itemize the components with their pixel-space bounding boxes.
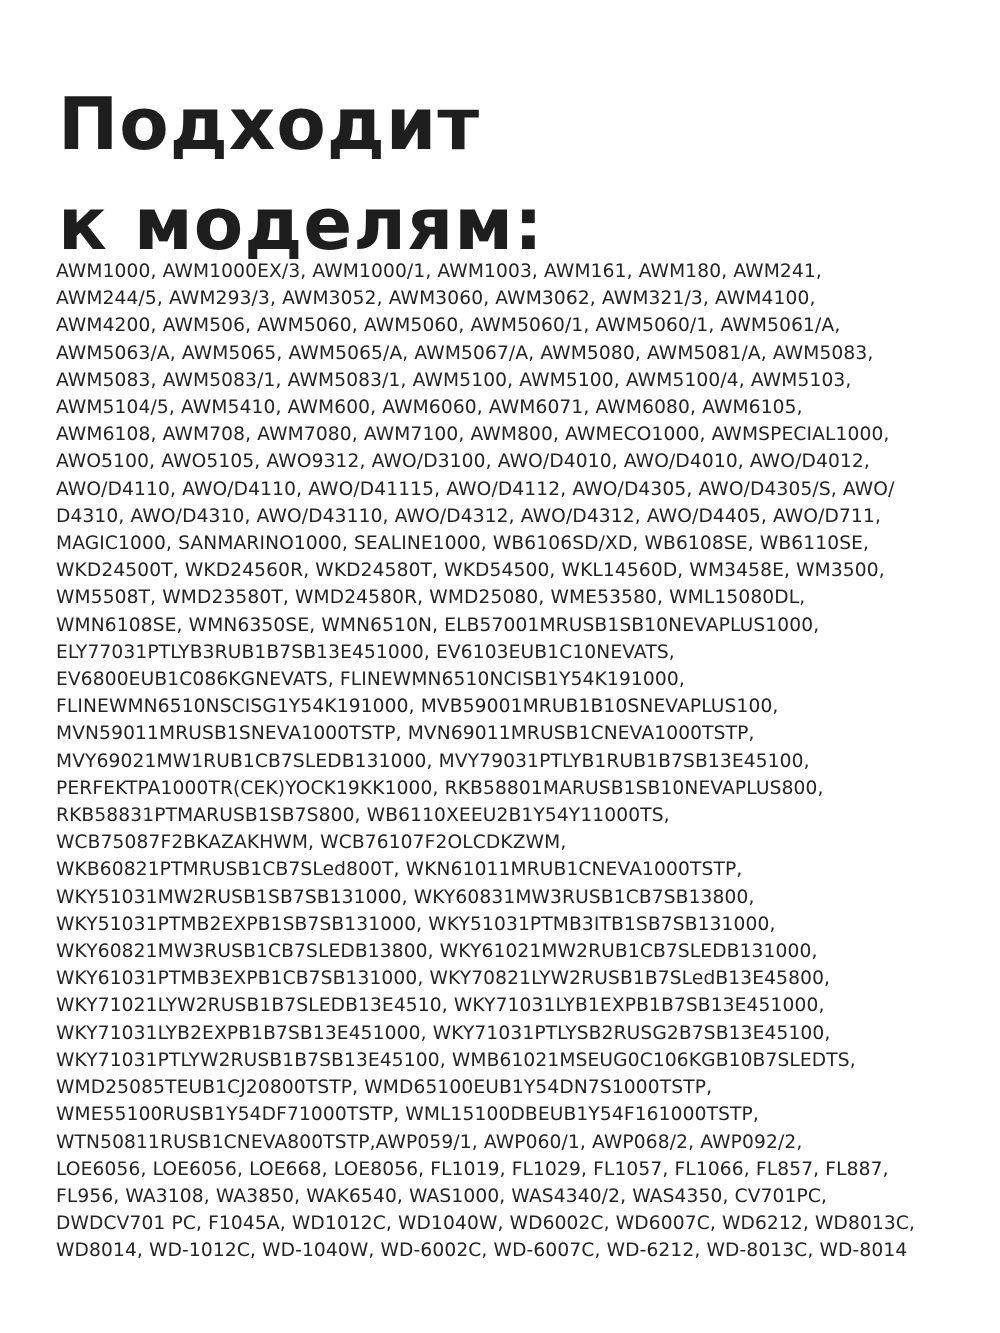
models-line: EV6800EUB1C086KGNEVATS, FLINEWMN6510NCISB1Y54K191000,: [56, 669, 685, 691]
models-line: PERFEKTPA1000TR(CEK)YOCK19KK1000, RKB58801MARUSB1SB10NEVAPLUS800,: [56, 777, 824, 799]
models-line: DWDCV701 PC, F1045A, WD1012C, WD1040W, WD6002C, WD6007C, WD6212, WD8013C,: [56, 1213, 916, 1235]
models-line: ELY77031PTLYB3RUB1B7SB13E451000, EV6103EUB1C10NEVATS,: [56, 641, 675, 663]
models-line: WKY71021LYW2RUSB1B7SLEDB13E4510, WKY71031LYB1EXPB1B7SB13E451000,: [56, 995, 825, 1017]
models-line: MVN59011MRUSB1SNEVA1000TSTP, MVN69011MRUSB1CNEVA1000TSTP,: [56, 723, 755, 745]
models-line: FL956, WA3108, WA3850, WAK6540, WAS1000, WAS4340/2, WAS4350, CV701PC,: [56, 1185, 828, 1207]
models-line: WKY60821MW3RUSB1CB7SLEDB13800, WKY61021MW2RUB1CB7SLEDB131000,: [56, 941, 818, 963]
models-line: AWM5063/A, AWM5065, AWM5065/A, AWM5067/A, AWM5080, AWM5081/A, AWM5083,: [56, 342, 874, 364]
models-line: WKY51031PTMB2EXPB1SB7SB131000, WKY51031PTMB3ITB1SB7SB131000,: [56, 913, 776, 935]
models-line: WCB75087F2BKAZAKHWM, WCB76107F2OLCDKZWM,: [56, 832, 567, 854]
models-line: AWO5100, AWO5105, AWO9312, AWO/D3100, AWO/D4010, AWO/D4010, AWO/D4012,: [56, 451, 870, 473]
models-line: WMN6108SE, WMN6350SE, WMN6510N, ELB57001MRUSB1SB10NEVAPLUS1000,: [56, 614, 820, 636]
models-line: WKB60821PTMRUSB1CB7SLed800T, WKN61011MRUB1CNEVA1000TSTP,: [56, 859, 743, 881]
models-line: WKY71031PTLYW2RUSB1B7SB13E45100, WMB61021MSEUG0C106KGB10B7SLEDTS,: [56, 1049, 856, 1071]
models-line: WKD24500T, WKD24560R, WKD24580T, WKD54500, WKL14560D, WM3458E, WM3500,: [56, 560, 885, 582]
models-line: WKY61031PTMB3EXPB1CB7SB131000, WKY70821LYW2RUSB1B7SLedB13E45800,: [56, 968, 831, 990]
models-line: WKY71031LYB2EXPB1B7SB13E451000, WKY71031PTLYSB2RUSG2B7SB13E45100,: [56, 1022, 831, 1044]
models-line: AWM5083, AWM5083/1, AWM5083/1, AWM5100, AWM5100, AWM5100/4, AWM5103,: [56, 369, 852, 391]
models-line: AWM6108, AWM708, AWM7080, AWM7100, AWM800, AWMECO1000, AWMSPECIAL1000,: [56, 424, 890, 446]
compatible-models-list: [56, 258, 956, 1265]
title-line-2: к моделям:: [58, 182, 544, 266]
models-line: MAGIC1000, SANMARINO1000, SEALINE1000, WB6106SD/XD, WB6108SE, WB6110SE,: [56, 533, 870, 555]
models-line: WTN50811RUSB1CNEVA800TSTP,AWP059/1, AWP060/1, AWP068/2, AWP092/2,: [56, 1131, 803, 1153]
models-line: AWM4200, AWM506, AWM5060, AWM5060, AWM5060/1, AWM5060/1, AWM5061/A,: [56, 315, 841, 337]
models-line: WD8014, WD-1012C, WD-1040W, WD-6002C, WD-6007C, WD-6212, WD-8013C, WD-8014: [56, 1240, 908, 1262]
models-line: WM5508T, WMD23580T, WMD24580R, WMD25080, WME53580, WML15080DL,: [56, 587, 806, 609]
models-line: AWO/D4110, AWO/D4110, AWO/D41115, AWO/D4112, AWO/D4305, AWO/D4305/S, AWO/: [56, 478, 895, 500]
title-line-1: Подходит: [58, 82, 481, 166]
models-line: WKY51031MW2RUSB1SB7SB131000, WKY60831MW3RUSB1CB7SB13800,: [56, 886, 755, 908]
models-line: FLINEWMN6510NSCISG1Y54K191000, MVB59001MRUB1B10SNEVAPLUS100,: [56, 696, 779, 718]
models-line: WME55100RUSB1Y54DF71000TSTP, WML15100DBEUB1Y54F161000TSTP,: [56, 1104, 759, 1126]
models-line: RKB58831PTMARUSB1SB7S800, WB6110XEEU2B1Y54Y11000TS,: [56, 805, 670, 827]
models-line: AWM5104/5, AWM5410, AWM600, AWM6060, AWM6071, AWM6080, AWM6105,: [56, 397, 803, 419]
models-line: LOE6056, LOE6056, LOE668, LOE8056, FL1019, FL1029, FL1057, FL1066, FL857, FL887,: [56, 1158, 889, 1180]
models-line: MVY69021MW1RUB1CB7SLEDB131000, MVY79031PTLYB1RUB1B7SB13E45100,: [56, 750, 810, 772]
models-line: AWM244/5, AWM293/3, AWM3052, AWM3060, AWM3062, AWM321/3, AWM4100,: [56, 288, 816, 310]
models-line: AWM1000, AWM1000EX/3, AWM1000/1, AWM1003, AWM161, AWM180, AWM241,: [56, 261, 822, 282]
page-title: [58, 74, 544, 274]
models-line: D4310, AWO/D4310, AWO/D43110, AWO/D4312, AWO/D4312, AWO/D4405, AWO/D711,: [56, 505, 882, 527]
models-line: WMD25085TEUB1CJ20800TSTP, WMD65100EUB1Y54DN7S1000TSTP,: [56, 1077, 713, 1099]
